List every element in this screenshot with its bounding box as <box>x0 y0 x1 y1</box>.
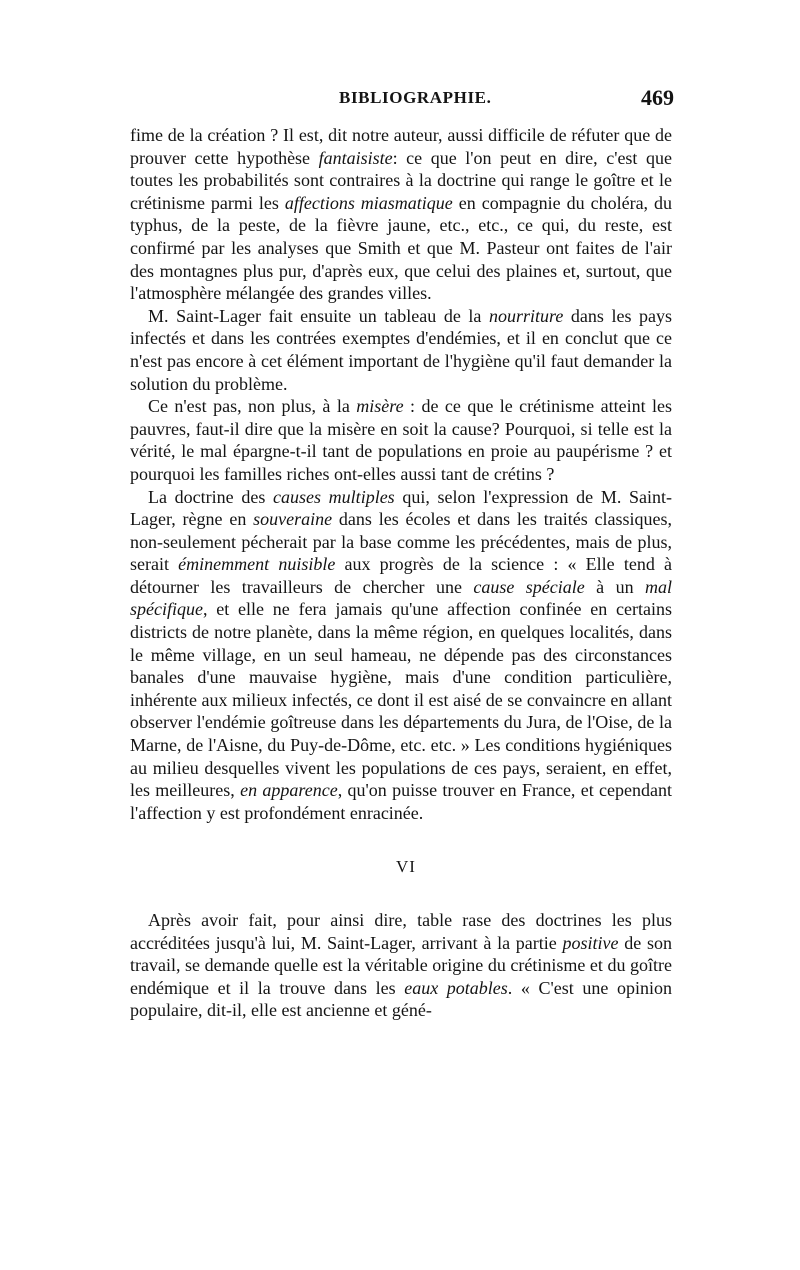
text-run: en compagnie du choléra, du typhus, de la peste, de la fièvre jaune, etc., etc., ce qui, du reste, est confirmé par les analyses que Smith et que M. Pasteur ont faites de l'air des montagnes plus pur, d'après eux, que celui des plaines et, surtout, que l'atmosphère mélangée des grandes villes. <box>130 192 673 304</box>
paragraph <box>130 909 672 1022</box>
text-run: fime de la création ? Il est, dit notre auteur, aussi difficile de réfuter que de prouver cette hypothèse <box>130 125 672 168</box>
italic-text: souveraine <box>253 509 333 530</box>
italic-text: causes multiples <box>273 486 395 507</box>
italic-text: eaux potables <box>404 977 508 998</box>
italic-text: misère <box>356 396 404 417</box>
text-run: Après avoir fait, pour ainsi dire, table rase des doctrines les plus accréditées jusqu'à lui, M. Saint-Lager, arrivant à la partie <box>130 910 672 953</box>
paragraph <box>130 305 672 395</box>
text-run: qui, selon l'expression de M. Saint-Lager, règne en <box>130 486 672 530</box>
text-run: : ce que l'on peut en dire, c'est que toutes les probabilités sont contraires à la doctrine qui range le goître et le crétinisme parmi les <box>130 147 672 213</box>
text-run: : de ce que le crétinisme atteint les pauvres, faut-il dire que la misère en soit la cause? Pourquoi, si telle est la vérité, le mal épargne-t-il tant de populations en proie au paupérisme ? et pourquoi les familles riches ont-elles aussi tant de crétins ? <box>130 396 672 484</box>
paragraph <box>130 395 672 485</box>
text-run: , et elle ne fera jamais qu'une affection confinée en certains districts de notre planète, dans la même région, en quelques localités, dans le même village, en un seul hameau, ne dépende pas des circonstances banales d'une mauvaise hygiène, mais d'une condition particulière, inhérente aux milieux infectés, ce dont il est aisé de se convaincre en allant observer l'endémie goîtreuse dans les départements du Jura, de l'Oise, de la Marne, de l'Aisne, du Puy-de-Dôme, etc. etc. » Les conditions hygiéniques au milieu desquelles vivent les populations de ces pays, seraient, en effet, les meilleures, <box>130 599 672 801</box>
italic-text: positive <box>562 932 619 953</box>
main-text <box>130 124 672 1022</box>
page-number: 469 <box>641 85 674 110</box>
italic-text: mal spécifique <box>130 576 672 620</box>
section-number: VI <box>396 857 416 877</box>
text-run: dans les pays infectés et dans les contrées exemptes d'endémies, et il en conclut que ce n'est pas encore à cet élément important de l'hygiène qu'il faut demander la solution du problème. <box>130 305 673 394</box>
text-run: . « C'est une opinion populaire, dit-il, elle est ancienne et géné- <box>130 977 672 1021</box>
text-run: Ce n'est pas, non plus, à la <box>148 396 357 417</box>
italic-text: en apparence <box>240 780 338 801</box>
text-run: dans les écoles et dans les traités classiques, non-seulement pécherait par la base comme les précédentes, mais de plus, serait <box>130 509 672 575</box>
paragraph <box>130 486 672 825</box>
italic-text: éminemment nuisible <box>178 554 336 575</box>
text-run: La doctrine des <box>148 486 274 507</box>
italic-text: nourriture <box>488 305 564 326</box>
italic-text: fantaisiste <box>318 147 393 168</box>
text-run: M. Saint-Lager fait ensuite un tableau de la <box>148 305 489 326</box>
running-title: BIBLIOGRAPHIE. <box>339 88 492 107</box>
text-run: à un <box>584 576 645 597</box>
italic-text: cause spéciale <box>473 576 585 597</box>
italic-text: affections miasmatique <box>284 192 453 213</box>
text-run: aux progrès de la science : « Elle tend à détourner les travailleurs de chercher une <box>130 554 673 597</box>
running-head <box>0 85 800 114</box>
text-run: de son travail, se demande quelle est la véritable origine du crétinisme et du goître endémique et il la trouve dans les <box>130 932 672 998</box>
paragraph <box>130 124 672 305</box>
text-run: , qu'on puisse trouver en France, et cependant l'affection y est profondément enracinée. <box>130 780 673 823</box>
